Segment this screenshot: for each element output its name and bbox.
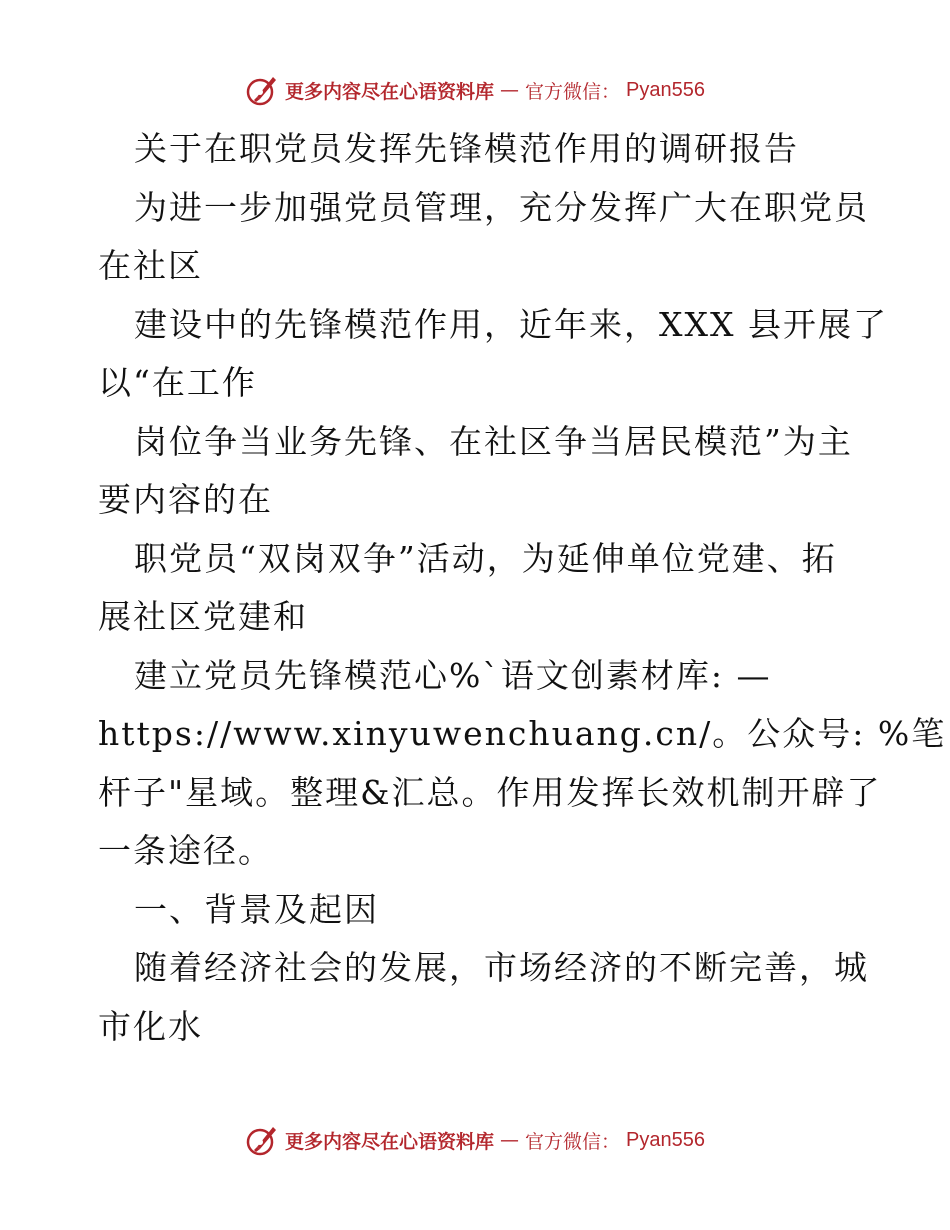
paragraph-line: 建设中的先锋模范作用，近年来，XXX 县开展了	[134, 304, 888, 344]
paragraph-line: 在社区	[98, 246, 203, 285]
paragraph-line: 杆子"星域。整理&汇总。作用发挥长效机制开辟了	[98, 772, 882, 812]
banner-wechat-id: Pyan556	[626, 78, 705, 101]
quill-pen-logo-icon	[245, 1123, 279, 1157]
paragraph-line: 展社区党建和	[98, 597, 308, 636]
banner-wechat-label: 官方微信：	[525, 1130, 621, 1153]
document-title: 关于在职党员发挥先锋模范作用的调研报告	[134, 129, 799, 168]
paragraph-line: 建立党员先锋模范心%`语文创素材库: —	[134, 655, 772, 695]
paragraph-line: 一条途径。	[98, 831, 273, 870]
banner-wechat-id: Pyan556	[626, 1128, 705, 1151]
paragraph-line: 岗位争当业务先锋、在社区争当居民模范”为主	[134, 421, 853, 461]
paragraph-line: 随着经济社会的发展，市场经济的不断完善，城	[134, 948, 869, 987]
paragraph-line: 市化水	[98, 1006, 203, 1046]
footer-watermark-banner	[0, 1120, 950, 1160]
document-body	[98, 120, 947, 1056]
paragraph-line: 职党员“双岗双争”活动，为延伸单位党建、拓	[134, 538, 837, 578]
banner-slogan: 更多内容尽在心语资料库	[285, 1130, 495, 1153]
paragraph-line: https://www.xinyuwenchuang.cn/。公众号: %笔	[98, 714, 947, 753]
banner-separator: —	[500, 1129, 520, 1151]
quill-pen-logo-icon	[245, 73, 279, 107]
header-watermark-banner	[0, 70, 950, 110]
banner-wechat-label: 官方微信：	[525, 80, 621, 103]
paragraph-line: 为进一步加强党员管理，充分发挥广大在职党员	[134, 187, 869, 227]
banner-slogan: 更多内容尽在心语资料库	[285, 80, 495, 103]
paragraph-line: 要内容的在	[98, 480, 273, 519]
paragraph-line: 以“在工作	[98, 363, 257, 402]
banner-separator: —	[500, 79, 520, 101]
section-heading: 一、背景及起因	[134, 889, 379, 929]
